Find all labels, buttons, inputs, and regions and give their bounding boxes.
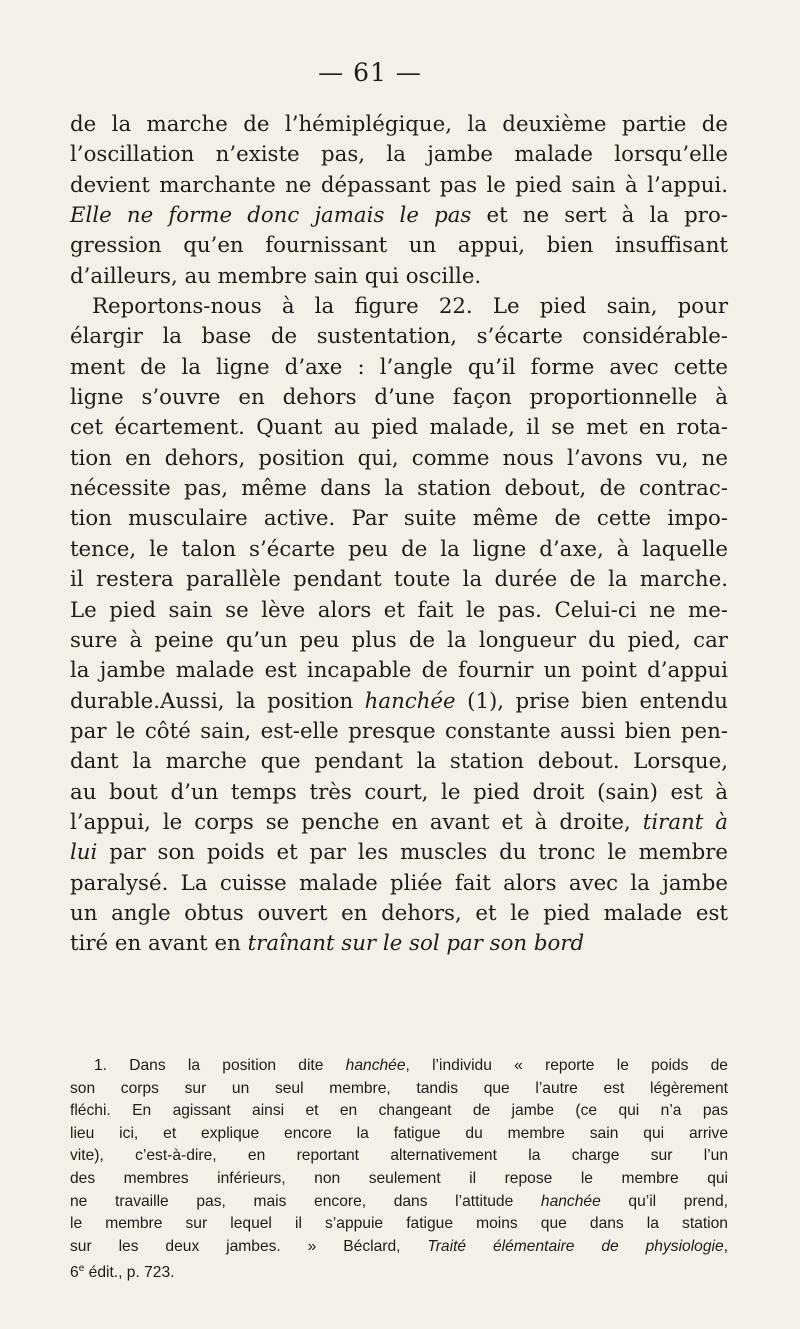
italic-text: lui [70,840,98,866]
italic-text: hanchée [364,688,456,714]
text-run: par le côté sain, est-elle presque constante aussi bien pen- [70,718,728,744]
text-line [70,171,728,201]
text-line [70,596,728,626]
text-line [70,747,728,777]
italic-text: tirant à [642,809,728,835]
text-run: dant la marche que pendant la station debout. Lorsque, [70,749,728,775]
text-run: l’oscillation n’existe pas, la jambe malade lorsqu’elle [70,142,728,168]
text-line [70,899,728,929]
italic-text: Elle ne forme donc jamais le pas [70,203,472,229]
text-run: un angle obtus ouvert en dehors, et le pied malade est [70,900,728,926]
text-line [70,140,728,170]
text-line [70,413,728,443]
footnote-line [70,1078,728,1101]
text-run: cet écartement. Quant au pied malade, il se met en rota- [70,415,728,441]
text-line [70,322,728,352]
text-line [70,838,728,868]
text-line [70,717,728,747]
text-line [70,535,728,565]
text-run: ne travaille pas, mais encore, dans l’attitude [70,1192,541,1210]
text-run: élargir la base de sustentation, s’écarte considérable- [70,324,728,350]
text-run: la jambe malade est incapable de fournir un point d’appui [70,658,728,684]
text-run: des membres inférieurs, non seulement il repose le membre qui [70,1169,728,1187]
text-run: paralysé. La cuisse malade pliée fait alors avec la jambe [70,870,728,896]
text-run: Le pied sain se lève alors et fait le pas. Celui-ci ne me- [70,597,728,623]
footnote-line [70,1213,728,1236]
text-run: par son poids et par les muscles du tronc le membre [97,840,728,866]
text-line [70,353,728,383]
text-line [70,201,728,231]
text-run: devient marchante ne dépassant pas le pied sain à l’appui. [70,172,728,198]
text-run: au bout d’un temps très court, le pied droit (sain) est à [70,779,728,805]
text-run: le membre sur lequel il s’appuie fatigue moins que dans la station [70,1215,728,1233]
footnote-line [70,1145,728,1168]
text-line [70,929,728,959]
text-line [70,262,728,292]
text-run: l’appui, le corps se penche en avant et à droite, [70,809,643,835]
text-line [70,869,728,899]
footnote-line [70,1191,728,1214]
text-run: durable.Aussi, la position [70,688,365,714]
text-run: fléchi. En agissant ainsi et en changeant de jambe (ce qui n’a pas [70,1102,728,1120]
text-run: qu’il prend, [600,1192,728,1210]
italic-text: hanchée [540,1192,601,1210]
text-line [70,292,728,322]
text-run: il restera parallèle pendant toute la durée de la marche. [70,567,728,593]
text-run: 1. Dans la position dite [94,1057,346,1074]
footnote-line [70,1123,728,1146]
text-run: gression qu’en fournissant un appui, bien insuffisant [70,233,728,259]
footnote-line [70,1100,728,1123]
page-number: — 61 — [318,58,422,87]
footnote-line [70,1236,728,1259]
italic-text: traînant sur le sol par son bord [247,931,585,957]
text-run: et ne sert à la pro- [471,203,728,229]
text-run: 6 [70,1264,79,1282]
text-line [70,474,728,504]
text-run: d’ailleurs, au membre sain qui oscille. [70,263,482,289]
text-run: Reportons-nous à la figure 22. Le pied sain, pour [92,294,728,320]
text-run: nécessite pas, même dans la station debout, de contrac- [70,476,728,502]
text-line [70,687,728,717]
text-run: tion musculaire active. Par suite même de cette impo- [70,506,728,532]
text-run: sure à peine qu’un peu plus de la longueur du pied, car [70,627,728,653]
text-run: (1), prise bien entendu [455,688,728,714]
text-line [70,656,728,686]
text-run: sur les deux jambes. » Béclard, [70,1237,428,1255]
text-run: tence, le talon s’écarte peu de la ligne d’axe, à laquelle [70,536,728,562]
footnote [70,1055,728,1285]
text-run: e [78,1263,85,1275]
text-line [70,626,728,656]
text-line [70,504,728,534]
text-line [70,110,728,140]
text-run: de la marche de l’hémiplégique, la deuxième partie de [70,112,728,137]
footnote-line [70,1258,728,1285]
text-line [70,231,728,261]
text-run: ligne s’ouvre en dehors d’une façon proportionnelle à [70,385,728,411]
text-line [70,778,728,808]
italic-text: hanchée [345,1057,406,1074]
body-text [70,110,728,960]
text-run: son corps sur un seul membre, tandis que l’autre est légèrement [70,1079,728,1097]
text-run: ment de la ligne d’axe : l’angle qu’il forme avec cette [70,354,728,380]
footnote-line [70,1055,728,1078]
text-line [70,565,728,595]
footnote-line [70,1168,728,1191]
text-line [70,808,728,838]
text-run: vite), c’est-à-dire, en reportant alternativement la charge sur l’un [70,1147,728,1165]
text-run: , l’individu « reporte le poids de [405,1057,728,1074]
text-run: , [723,1237,729,1255]
text-run: tiré en avant en [70,931,248,957]
text-line [70,383,728,413]
text-line [70,444,728,474]
text-run: édit., p. 723. [84,1264,175,1282]
text-run: lieu ici, et explique encore la fatigue du membre sain qui arrive [70,1124,728,1142]
text-run: tion en dehors, position qui, comme nous l’avons vu, ne [70,445,728,471]
italic-text: Traité élémentaire de physiologie [427,1237,724,1255]
